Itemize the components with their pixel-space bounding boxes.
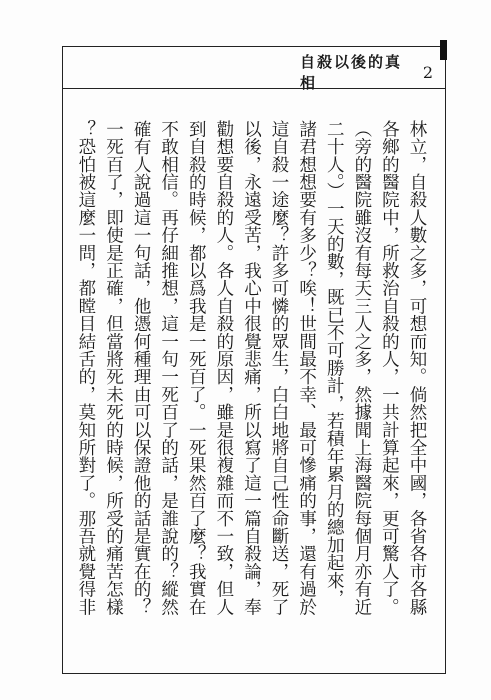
corner-bar-decoration [440,40,447,60]
text-column: （旁的醫院雖沒有每天三人之多，然據聞上海醫院每個月亦有近 [351,120,372,616]
text-column: 確有人說過這一句話，他憑何種理由可以保證他的話是實在的？ [131,120,152,616]
page-number: 2 [422,62,435,82]
text-column: 各鄉的醫院中，所救治自殺的人，一共計算起來，更可驚人了。 [379,120,400,616]
text-column: 二十人。）一天的數，既已不可勝計，若積年累月的總加起來， [324,120,345,607]
text-column: 林立，自殺人數之多，可想而知。倘然把全中國，各省各市各縣 [407,120,427,616]
text-column: 諸君想想要有多少？唉！世間最不幸、最可慘痛的事，還有過於 [296,120,317,616]
text-column: 這自殺一途麼？許多可憐的眾生，白白地將自己性命斷送，死了 [269,120,290,616]
text-column: 不敢相信。再仔細推想，這一句一死百了的話，是誰說的？縱然 [158,120,179,616]
text-column: 一死百了，即使是正確，但當將死未死的時候，所受的痛苦怎樣 [103,120,124,616]
running-header [300,53,435,92]
text-column: 以後，永遠受苦，我心中很覺悲痛，所以寫了這一篇自殺論，奉 [241,120,262,616]
body-text [70,120,430,670]
text-column: 到自殺的時候，都以爲我是一死百了。一死果然百了麼？我實在 [186,120,207,616]
book-title: 自殺以後的真相 [300,53,403,92]
text-column: 勸想要自殺的人。各人自殺的原因，雖是很複雜而不一致，但人 [213,120,234,616]
text-column: ？恐怕被這麼一問，都瞠目結舌的，莫知所對了。那吾就覺得非 [75,120,96,616]
